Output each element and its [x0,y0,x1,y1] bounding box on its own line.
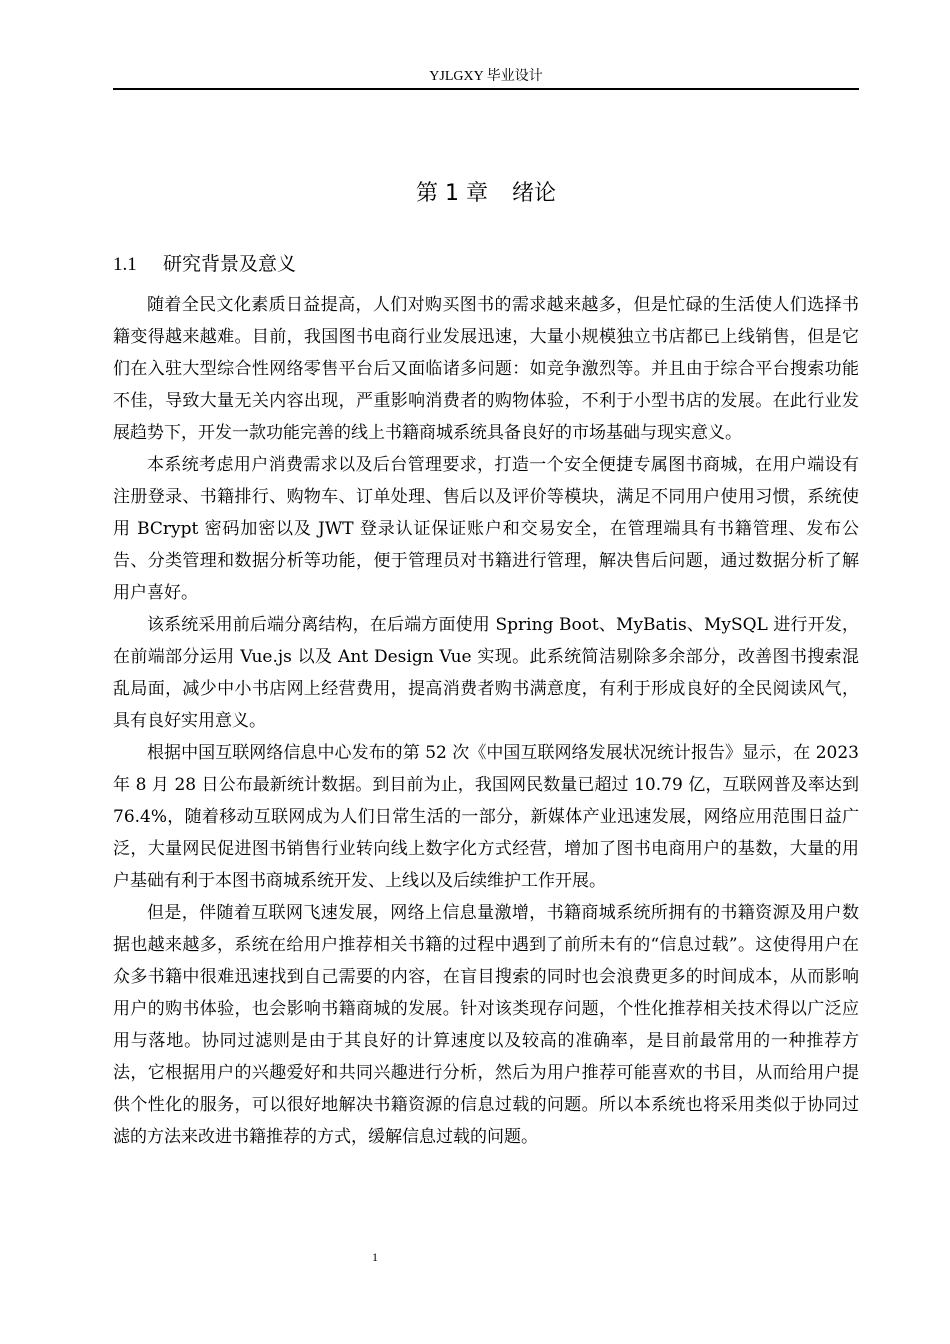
header-rule [113,88,859,90]
section-number: 1.1 [113,254,137,275]
paragraph-5: 但是，伴随着互联网飞速发展，网络上信息量激增，书籍商城系统所拥有的书籍资源及用户数据也越来越多，系统在给用户推荐相关书籍的过程中遇到了前所未有的“信息过载”。这使得用户在众多书籍中很难迅速找到自己需要的内容，在盲目搜索的同时也会浪费更多的时间成本，从而影响用户的购书体验，也会影响书籍商城的发展。针对该类现存问题，个性化推荐相关技术得以广泛应用与落地。协同过滤则是由于其良好的计算速度以及较高的准确率，是目前最常用的一种推荐方法，它根据用户的兴趣爱好和共同兴趣进行分析，然后为用户推荐可能喜欢的书目，从而给用户提供个性化的服务，可以很好地解决书籍资源的信息过载的问题。所以本系统也将采用类似于协同过滤的方法来改进书籍推荐的方式，缓解信息过载的问题。 [113,903,859,1147]
section-name: 研究背景及意义 [163,253,297,275]
chapter-title [113,178,859,210]
paragraph-2: 本系统考虑用户消费需求以及后台管理要求，打造一个安全便捷专属图书商城，在用户端设有注册登录、书籍排行、购物车、订单处理、售后以及评价等模块，满足不同用户使用习惯，系统使用 BCrypt 密码加密以及 JWT 登录认证保证账户和交易安全，在管理端具有书籍管理、发布公告、分类管理和数据分析等功能，便于管理员对书籍进行管理，解决售后问题，通过数据分析了解用户喜好。 [113,455,859,603]
section-heading [113,250,859,279]
page-number: 1 [372,1250,378,1264]
chapter-name: 绪论 [511,181,556,206]
body-text [113,289,859,1153]
paragraph-3: 该系统采用前后端分离结构，在后端方面使用 Spring Boot、MyBatis、MySQL 进行开发，在前端部分运用 Vue.js 以及 Ant Design Vue 实现。此系统简洁剔除多余部分，改善图书搜索混乱局面，减少中小书店网上经营费用，提高消费者购书满意度，有利于形成良好的全民阅读风气，具有良好实用意义。 [113,615,859,731]
paragraph-4: 根据中国互联网络信息中心发布的第 52 次《中国互联网络发展状况统计报告》显示，在 2023 年 8 月 28 日公布最新统计数据。到目前为止，我国网民数量已超过 10.79 亿，互联网普及率达到 76.4%，随着移动互联网成为人们日常生活的一部分，新媒体产业迅速发展，网络应用范围日益广泛，大量网民促进图书销售行业转向线上数字化方式经营，增加了图书电商用户的基数，大量的用户基础有利于本图书商城系统开发、上线以及后续维护工作开展。 [113,743,859,891]
paragraph-1: 随着全民文化素质日益提高，人们对购买图书的需求越来越多，但是忙碌的生活使人们选择书籍变得越来越难。目前，我国图书电商行业发展迅速，大量小规模独立书店都已上线销售，但是它们在入驻大型综合性网络零售平台后又面临诸多问题：如竞争激烈等。并且由于综合平台搜索功能不佳，导致大量无关内容出现，严重影响消费者的购物体验，不利于小型书店的发展。在此行业发展趋势下，开发一款功能完善的线上书籍商城系统具备良好的市场基础与现实意义。 [113,295,859,443]
chapter-number: 第 1 章 [416,181,488,206]
page-header: YJLGXY 毕业设计 [429,69,543,84]
